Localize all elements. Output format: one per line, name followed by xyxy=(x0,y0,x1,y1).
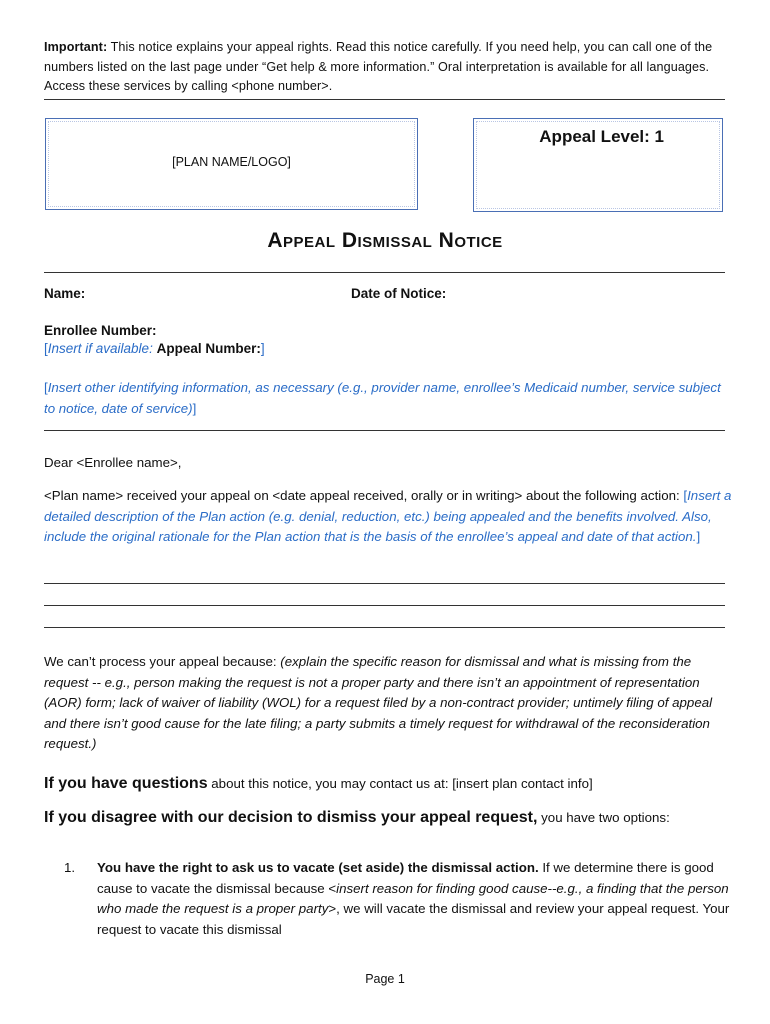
received-paragraph xyxy=(44,486,734,548)
other-info-text: Insert other identifying information, as necessary (e.g., provider name, enrollee’s Medicaid number, service subject to notice, date of service) xyxy=(44,380,721,416)
page-number: Page 1 xyxy=(365,972,405,986)
important-text: This notice explains your appeal rights. Read this notice carefully. If you need help, you can call one of the numbers listed on the last page under “Get help & more information.” Oral interpretation is available for all languages. Access these services by calling <phone number>. xyxy=(44,40,713,93)
disagree-section xyxy=(44,807,734,828)
divider xyxy=(44,99,725,100)
questions-section xyxy=(44,773,734,794)
divider xyxy=(44,272,725,273)
dismissal-reason-text: (explain the specific reason for dismissal and what is missing from the request -- e.g., person making the request is not a proper party and there isn’t an appointment of representation (AOR) form; lack of waiver of liability (WOL) for a request filed by a non-contract provider; untimely filing of appeal and there isn’t good cause for the late filing; a party submits a timely request for withdrawal of the reconsideration request.) xyxy=(44,654,713,751)
list-number: 1. xyxy=(64,860,76,875)
questions-heading: If you have questions xyxy=(44,775,208,792)
blank-line xyxy=(44,605,725,606)
bracket-open: [ xyxy=(683,488,688,503)
important-notice xyxy=(44,38,734,97)
plan-logo-box xyxy=(45,118,418,210)
option-text-continued: >, we will vacate the dismissal and review your appeal request. Your request to vacate this dismissal xyxy=(97,901,730,937)
option-bold-text: You have the right to ask us to vacate (set aside) the dismissal action. xyxy=(97,860,539,875)
greeting: Dear <Enrollee name>, xyxy=(44,455,182,470)
disagree-text: you have two options: xyxy=(537,810,670,825)
page-title: Appeal Dismissal Notice xyxy=(267,229,503,252)
other-info-note xyxy=(44,378,734,419)
dismissal-reason-paragraph xyxy=(44,652,734,755)
blank-line xyxy=(44,583,725,584)
date-of-notice-label: Date of Notice: xyxy=(351,286,447,301)
option-body xyxy=(97,858,730,940)
appeal-number-label: Appeal Number: xyxy=(156,341,261,356)
important-label: Important: xyxy=(44,40,108,54)
option-italic-text: insert reason for finding good cause--e.g., a finding that the person who made the request is a proper party xyxy=(97,880,729,916)
appeal-level: Appeal Level: 1 xyxy=(539,127,664,146)
questions-text: about this notice, you may contact us at: [insert plan contact info] xyxy=(207,776,593,791)
plan-logo-placeholder: [PLAN NAME/LOGO] xyxy=(172,155,291,169)
cant-process-text: We can’t process your appeal because: xyxy=(44,654,281,669)
bracket-open: [ xyxy=(44,341,48,356)
option-text: If we determine there is good cause to vacate the dismissal because < xyxy=(97,860,714,896)
name-label: Name: xyxy=(44,286,86,301)
action-insert-note: Insert a detailed description of the Plan action (e.g. denial, reduction, etc.) being appealed and the benefits involved. Also, include the original rationale for the Plan action that is the basis of the enrollee’s appeal and date of that action. xyxy=(44,488,732,544)
enrollee-number-label: Enrollee Number: xyxy=(44,323,157,338)
appeal-insert-note: Insert if available: xyxy=(47,341,157,356)
bracket-close: ] xyxy=(192,400,197,416)
disagree-heading: If you disagree with our decision to dismiss your appeal request, xyxy=(44,809,538,826)
bracket-open: [ xyxy=(44,380,48,395)
divider xyxy=(44,430,725,431)
received-text: <Plan name> received your appeal on <date appeal received, orally or in writing> about the following action: xyxy=(44,488,684,503)
list-item xyxy=(64,858,730,940)
appeal-level-box xyxy=(473,118,723,212)
bracket-close: ] xyxy=(696,529,701,544)
bracket-close: ] xyxy=(260,341,265,356)
appeal-number-line xyxy=(44,341,265,356)
blank-line xyxy=(44,627,725,628)
